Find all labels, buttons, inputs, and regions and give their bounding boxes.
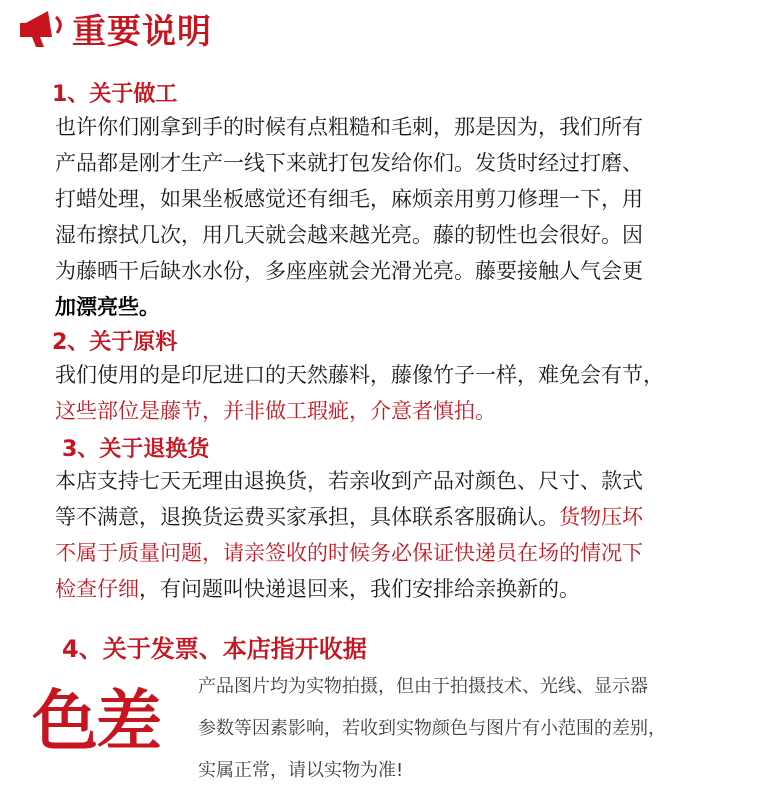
header — [18, 4, 212, 52]
text-line: 为藤晒干后缺水水份，多座座就会光滑光亮。藤要接触人气会更 — [55, 259, 643, 283]
section-body-returns — [55, 463, 643, 607]
color-difference-heading: 色差 — [32, 683, 160, 760]
note-line: 参数等因素影响，若收到实物颜色与图片有小范围的差别， — [198, 718, 666, 739]
text-line: 加漂亮些。 — [55, 295, 160, 319]
note-line: 产品图片均为实物拍摄，但由于拍摄技术、光线、显示器 — [198, 676, 648, 697]
page-title: 重要说明 — [72, 11, 212, 52]
text-line: 打蜡处理，如果坐板感觉还有细毛，麻烦亲用剪刀修理一下，用 — [55, 187, 643, 211]
color-difference-note — [198, 666, 666, 792]
text-line: 也许你们刚拿到手的时候有点粗糙和毛刺，那是因为，我们所有 — [55, 115, 643, 139]
note-line: 实属正常，请以实物为准! — [198, 760, 404, 781]
text-line: 湿布擦拭几次，用几天就会越来越光亮。藤的韧性也会很好。因 — [55, 223, 643, 247]
section-title-material: 2、关于原料 — [52, 330, 178, 355]
text-line: 产品都是刚才生产一线下来就打包发给你们。发货时经过打磨、 — [55, 151, 643, 175]
warning-text-segment: 货物压坏 — [559, 505, 643, 529]
text-segment: ，有问题叫快递退回来，我们安排给亲换新的。 — [139, 577, 580, 601]
text-line: 我们使用的是印尼进口的天然藤料，藤像竹子一样，难免会有节， — [55, 363, 664, 387]
megaphone-icon — [18, 7, 70, 49]
section-title-invoice: 4、关于发票、本店指开收据 — [62, 635, 367, 663]
warning-text-line: 这些部位是藤节，并非做工瑕疵，介意者慎拍。 — [55, 399, 496, 423]
text-segment: 等不满意，退换货运费买家承担，具体联系客服确认。 — [55, 505, 559, 529]
text-line — [55, 499, 643, 535]
warning-text-line: 不属于质量问题，请亲签收的时候务必保证快递员在场的情况下 — [55, 541, 643, 565]
section-body-workmanship — [55, 109, 643, 325]
warning-text-segment: 检查仔细 — [55, 577, 139, 601]
text-line — [55, 571, 643, 607]
section-title-workmanship: 1、关于做工 — [52, 82, 178, 107]
section-title-returns: 3、关于退换货 — [62, 437, 210, 462]
text-line: 本店支持七天无理由退换货，若亲收到产品对颜色、尺寸、款式 — [55, 469, 643, 493]
section-body-material — [55, 357, 664, 429]
